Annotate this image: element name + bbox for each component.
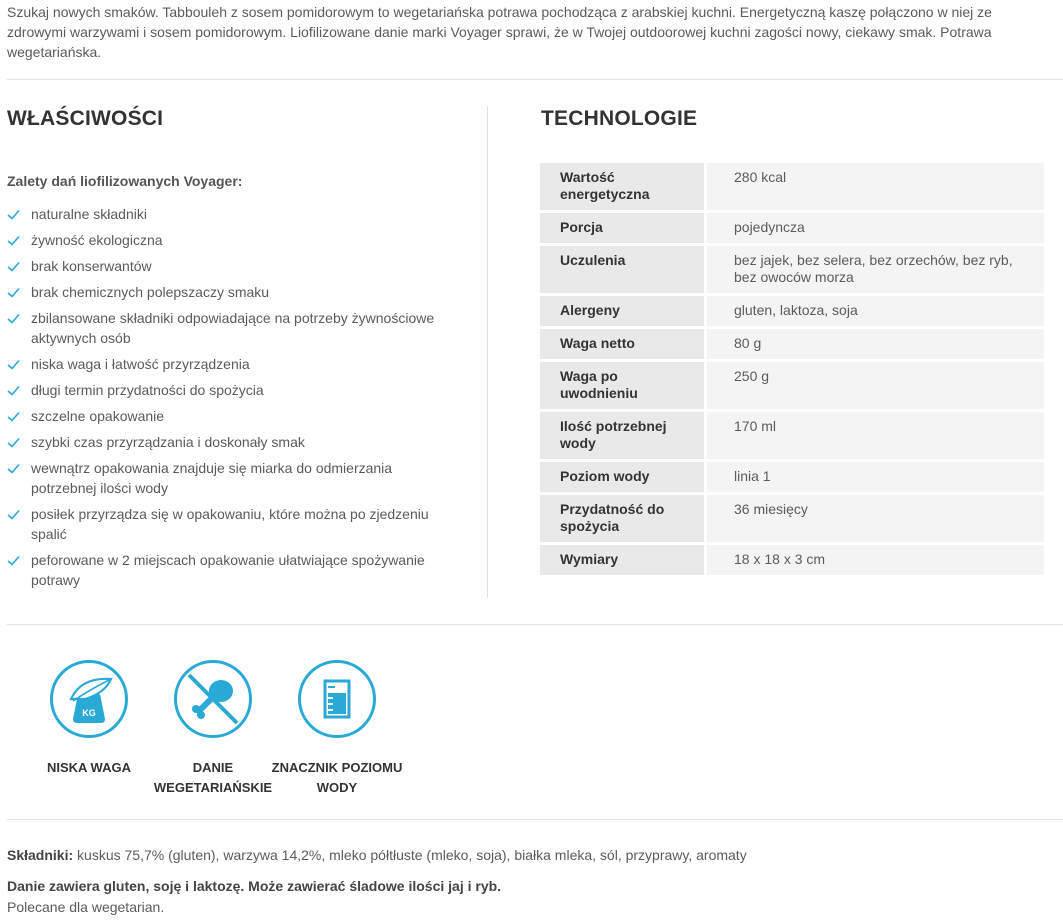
technology-heading: TECHNOLOGIE [541,107,698,130]
check-icon [7,313,20,324]
check-icon [7,385,20,396]
badge-label: NISKA WAGA [46,760,132,775]
kg-label: KG [82,708,96,718]
check-icon [7,509,20,520]
list-item [7,256,447,276]
list-item [7,308,447,348]
spec-label: Waga netto [540,329,707,359]
divider [7,79,1063,80]
water-level-icon [298,660,376,738]
spec-value: 250 g [707,362,1044,409]
spec-label: Ilość potrzebnej wody [540,412,707,459]
table-row [540,246,1044,293]
spec-value: 280 kcal [707,163,1044,210]
list-item [7,354,447,374]
product-description: Szukaj nowych smaków. Tabbouleh z sosem pomidorowym to wegetariańska potrawa pochodząca z arabskiej kuchni. Energetyczną kaszę połączono w niej ze zdrowymi warzywami i sosem pomidorowym. Liofilizowane danie marki Voyager sprawi, że w Twojej outdoorowej kuchni zagości nowy, ciekawy smak. Potrawa wegetariańska. [7,4,992,60]
weight-feather-icon [50,660,128,738]
spec-label: Uczulenia [540,246,707,293]
check-icon [7,463,20,474]
feature-text: szybki czas przyrządzania i doskonały smak [31,434,305,450]
table-row [540,495,1044,542]
badge-low-weight [19,660,159,778]
feature-text: niska waga i łatwość przyrządzenia [31,356,250,372]
feature-text: zbilansowane składniki odpowiadające na potrzeby żywnościowe aktywnych osób [31,310,435,346]
badge-vegetarian [143,660,283,798]
table-row [540,163,1044,210]
spec-value: 170 ml [707,412,1044,459]
spec-value: 18 x 18 x 3 cm [707,545,1044,575]
list-item [7,432,447,452]
spec-label: Porcja [540,213,707,243]
advantages-title: Zalety dań liofilizowanych Voyager: [7,173,243,189]
check-icon [7,359,20,370]
spec-label: Wartość energetyczna [540,163,707,210]
spec-label: Alergeny [540,296,707,326]
table-row [540,329,1044,359]
feature-text: peforowane w 2 miejscach opakowanie ułatwiające spożywanie potrawy [31,552,425,588]
table-row [540,362,1044,409]
no-meat-icon [174,660,252,738]
table-row [540,412,1044,459]
feature-text: posiłek przyrządza się w opakowaniu, które można po zjedzeniu spalić [31,506,429,542]
check-icon [7,235,20,246]
feature-text: szczelne opakowanie [31,408,165,424]
list-item [7,550,447,590]
table-row [540,213,1044,243]
spec-label: Waga po uwodnieniu [540,362,707,409]
list-item [7,406,447,426]
properties-heading: WŁAŚCIWOŚCI [7,107,164,130]
divider [7,819,1063,820]
table-row [540,296,1044,326]
check-icon [7,209,20,220]
feature-text: brak konserwantów [31,258,152,274]
spec-label: Poziom wody [540,462,707,492]
badge-label: ZNACZNIK POZIOMU WODY [271,760,403,795]
check-icon [7,261,20,272]
list-item [7,504,447,544]
check-icon [7,411,20,422]
allergen-warning: Danie zawiera gluten, soję i laktozę. Może zawierać śladowe ilości jaj i ryb. [7,878,502,894]
ingredients-text: kuskus 75,7% (gluten), warzywa 14,2%, mleko półtłuste (mleko, soja), białka mleka, sól, przyprawy, aromaty [77,847,747,863]
ingredients [7,847,747,863]
recommendation-note: Polecane dla wegetarian. [7,899,165,915]
divider [7,624,1063,625]
feature-text: żywność ekologiczna [31,232,163,248]
spec-value: bez jajek, bez selera, bez orzechów, bez ryb, bez owoców morza [707,246,1044,293]
spec-label: Wymiary [540,545,707,575]
feature-text: wewnątrz opakowania znajduje się miarka do odmierzania potrzebnej ilości wody [31,460,393,496]
list-item [7,380,447,400]
badge-label: DANIE WEGETARIAŃSKIE [153,760,273,795]
spec-value: linia 1 [707,462,1044,492]
check-icon [7,555,20,566]
badge-water-level [267,660,407,798]
ingredients-label: Składniki: [7,847,74,863]
table-row [540,462,1044,492]
check-icon [7,437,20,448]
spec-value: pojedyncza [707,213,1044,243]
feature-text: naturalne składniki [31,206,147,222]
feature-text: brak chemicznych polepszaczy smaku [31,284,270,300]
features-list [7,204,447,596]
check-icon [7,287,20,298]
specs-table [540,160,1044,578]
list-item [7,282,447,302]
list-item [7,458,447,498]
list-item [7,204,447,224]
spec-label: Przydatność do spożycia [540,495,707,542]
column-divider [487,106,488,598]
table-row [540,545,1044,575]
spec-value: gluten, laktoza, soja [707,296,1044,326]
list-item [7,230,447,250]
spec-value: 80 g [707,329,1044,359]
spec-value: 36 miesięcy [707,495,1044,542]
feature-text: długi termin przydatności do spożycia [31,382,264,398]
